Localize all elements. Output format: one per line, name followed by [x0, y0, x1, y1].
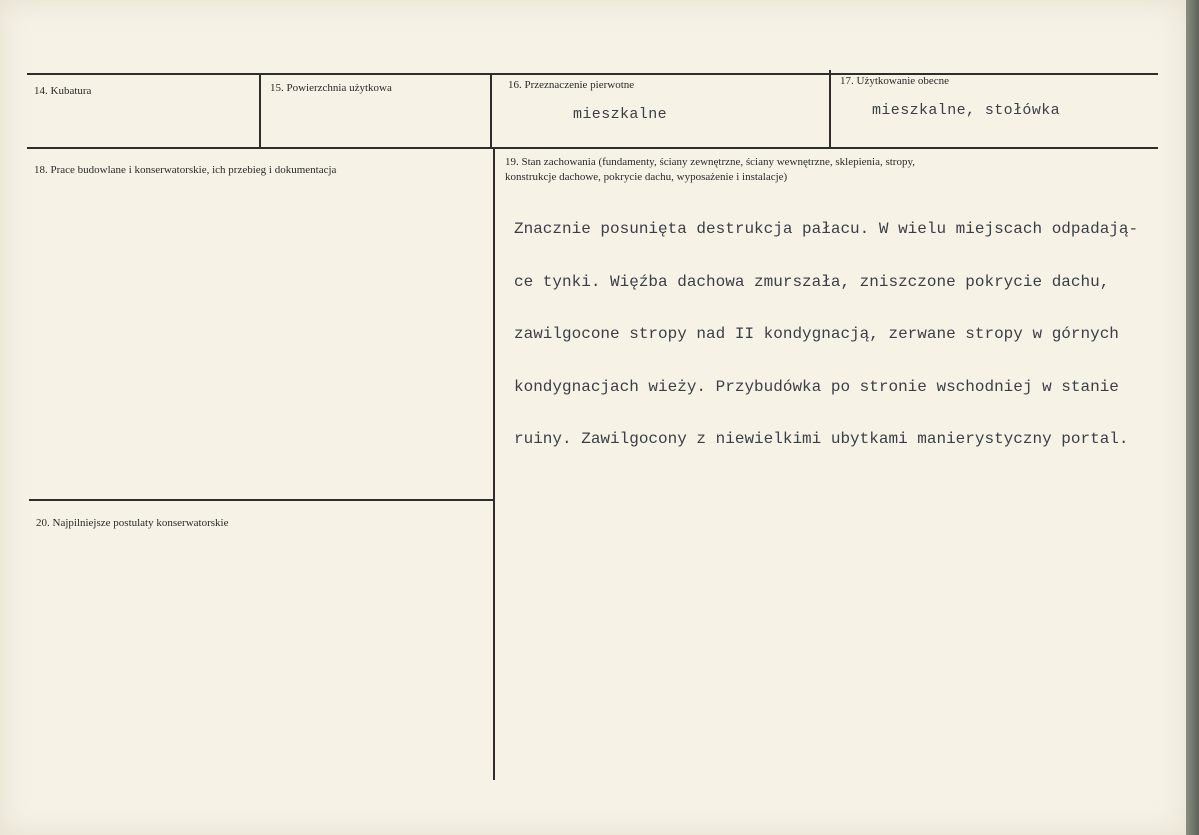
field-16-value: mieszkalne — [573, 106, 668, 123]
field-19-text-line: ruiny. Zawilgocony z niewielkimi ubytkami manierystyczny portal. — [514, 430, 1129, 448]
field-14-label: 14. Kubatura — [34, 85, 92, 97]
field-19-text-line: ce tynki. Więźba dachowa zmurszała, zniszczone pokrycie dachu, — [514, 272, 1110, 291]
field-17-value: mieszkalne, stołówka — [872, 102, 1061, 119]
col-divider-14-15 — [259, 74, 261, 148]
field-19-typed-text — [514, 186, 1138, 484]
field-17-label: 17. Użytkowanie obecne — [840, 75, 950, 87]
field-18-label: 18. Prace budowlane i konserwatorskie, ich przebieg i dokumentacja — [34, 164, 337, 176]
field-15-label: 15. Powierzchnia użytkowa — [270, 82, 392, 94]
field-20-label: 20. Najpilniejsze postulaty konserwatorskie — [36, 517, 229, 529]
row-divider-line — [27, 147, 1158, 149]
col-divider-16-17 — [829, 70, 831, 148]
field-19-text-line: Znacznie posunięta destrukcja pałacu. W wielu miejscach odpadają- — [514, 220, 1139, 238]
main-vertical-divider — [493, 148, 495, 780]
field-19-text-line: zawilgocone stropy nad II kondygnacją, zerwane stropy w górnych — [514, 325, 1119, 343]
section-18-20-divider — [29, 499, 494, 501]
field-19-label-line2: konstrukcje dachowe, pokrycie dachu, wyposażenie i instalacje) — [505, 171, 788, 183]
field-16-label: 16. Przeznaczenie pierwotne — [508, 79, 635, 91]
field-19-label-line1: 19. Stan zachowania (fundamenty, ściany zewnętrzne, ściany wewnętrzne, sklepienia, stropy, — [505, 156, 916, 168]
top-border-line — [27, 73, 1158, 75]
field-19-text-line: kondygnacjach wieży. Przybudówka po stronie wschodniej w stanie — [514, 377, 1119, 396]
scan-background-edge — [1186, 0, 1199, 835]
col-divider-15-16 — [490, 74, 492, 148]
